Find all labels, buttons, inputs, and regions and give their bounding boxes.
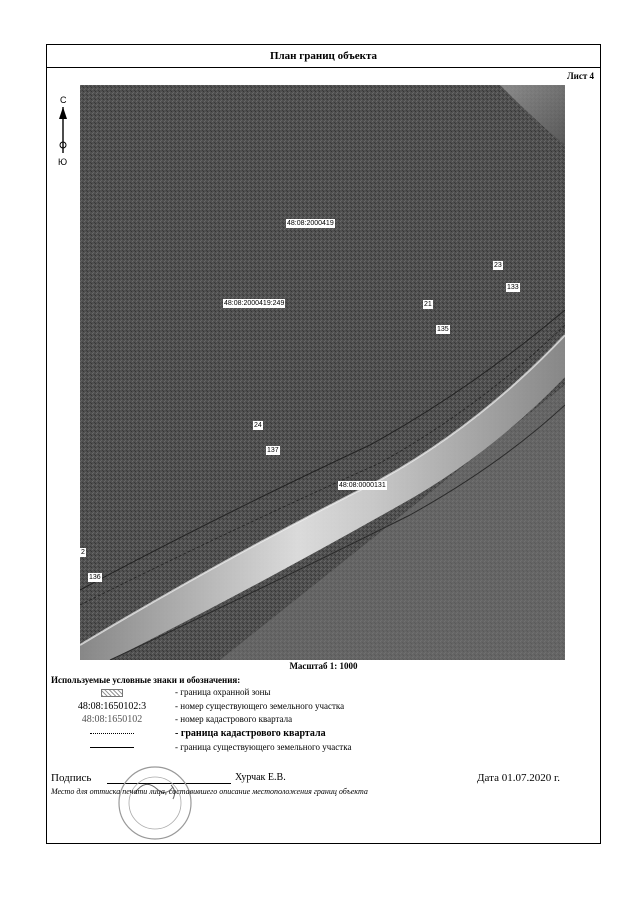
- legend-item-quarter-number: 48:08:1650102 - номер кадастрового квартала: [81, 714, 293, 725]
- map-area: [80, 85, 565, 660]
- parcel-boundary-symbol: [90, 747, 134, 748]
- legend-title: Используемые условные знаки и обозначения:: [51, 675, 241, 685]
- legend-item-parcel-boundary: - граница существующего земельного участка: [47, 742, 600, 754]
- map-label-parcel: 48:08:2000419:249: [224, 300, 285, 307]
- stamp-place-note: Место для оттиска печати лица, составившего описание местоположения границ объекта: [51, 787, 368, 796]
- map-label-point: 21: [424, 301, 432, 308]
- protection-zone-symbol: [101, 689, 123, 697]
- document-frame: [46, 44, 601, 844]
- north-arrow-icon: [53, 93, 79, 173]
- signer-name: Хурчак Е.В.: [235, 772, 286, 783]
- legend-item-protection-zone: - граница охранной зоны: [47, 687, 600, 699]
- map-label-point: 136: [89, 574, 101, 581]
- sheet-number: Лист 4: [566, 71, 594, 81]
- stamp-seal-icon: [115, 763, 195, 843]
- map-label-point: 23: [494, 262, 502, 269]
- compass-north-label: С: [60, 95, 67, 105]
- legend-item-parcel-number: 48:08:1650102:3 - номер существующего земельного участка: [77, 701, 345, 712]
- document-date: Дата 01.07.2020 г.: [477, 772, 560, 784]
- quarter-boundary-symbol: [90, 733, 134, 734]
- map-label-point: 2: [81, 549, 85, 556]
- map-label-road-parcel: 48:08:0000131: [339, 482, 386, 489]
- page-title: План границ объекта: [47, 45, 600, 68]
- map-label-point: 24: [254, 422, 262, 429]
- compass-south-label: Ю: [58, 157, 68, 167]
- map-label-point: 133: [507, 284, 519, 291]
- signature-label: Подпись: [51, 772, 92, 784]
- map-label-point: 137: [267, 447, 279, 454]
- map-label-point: 135: [437, 326, 449, 333]
- map-label-quarter: 48:08:2000419: [287, 220, 334, 227]
- legend-item-quarter-boundary: - граница кадастрового квартала: [47, 728, 600, 740]
- map-scale: Масштаб 1: 1000: [289, 661, 358, 671]
